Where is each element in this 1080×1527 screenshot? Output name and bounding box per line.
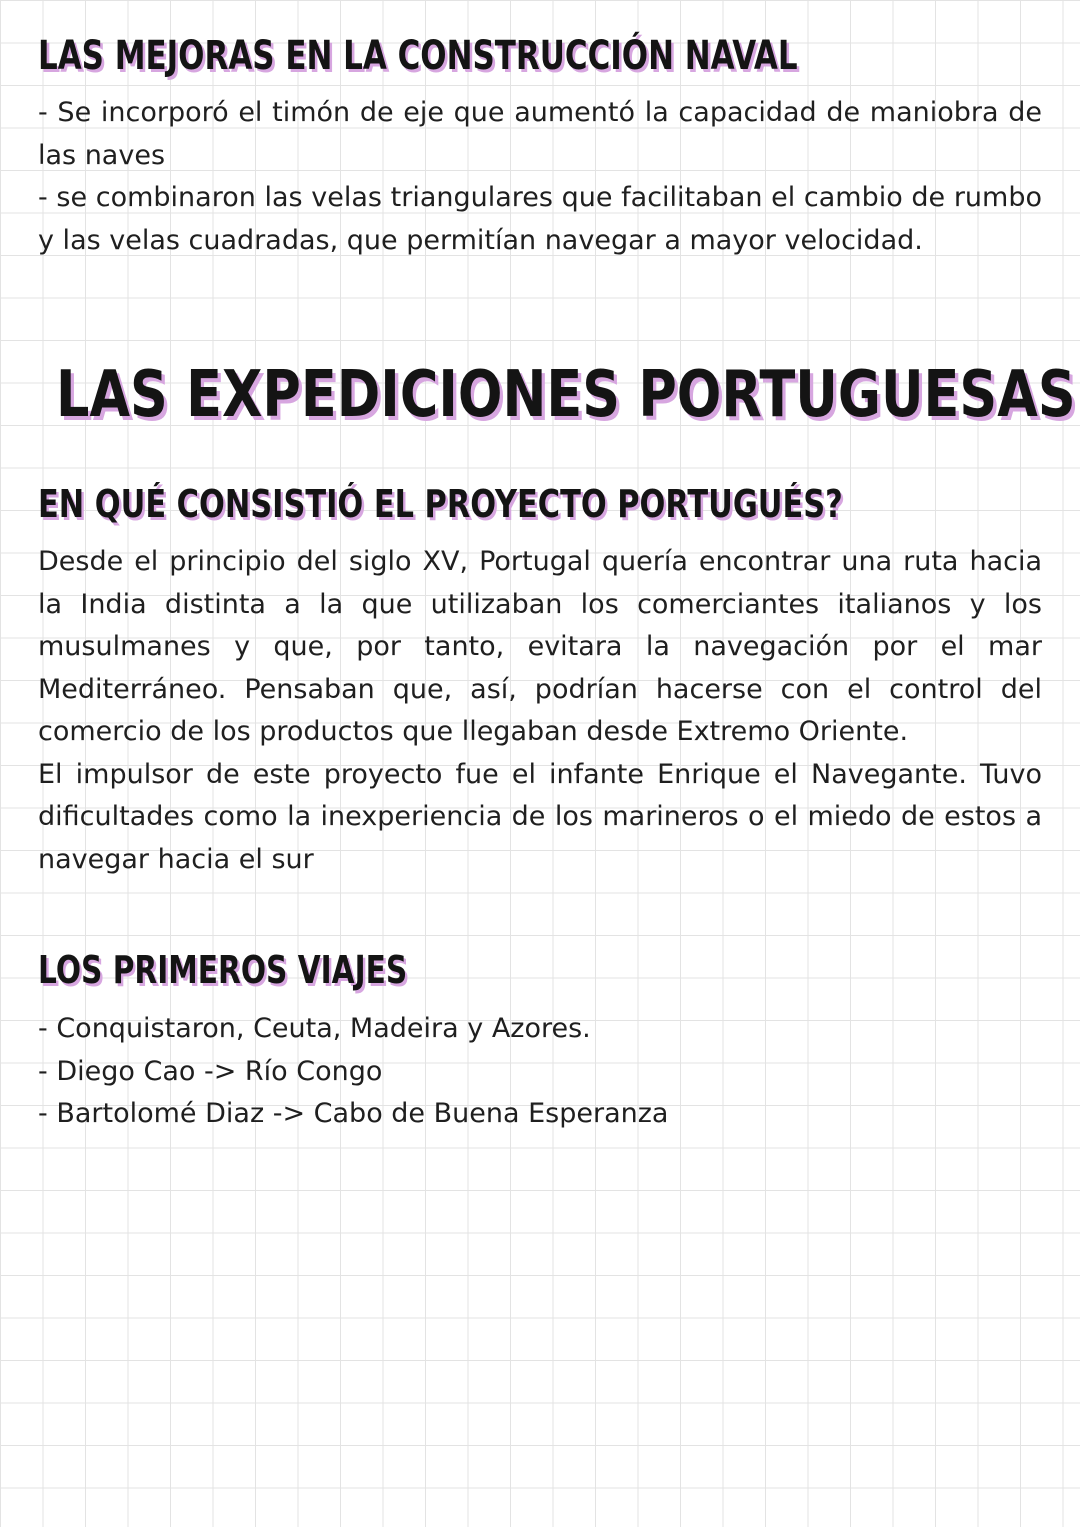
proyecto-text [38,541,1042,881]
list-item: - Bartolomé Diaz -> Cabo de Buena Esperanza [38,1098,669,1129]
proyecto-paragraph-impulsor: El impulsor de este proyecto fue el infante Enrique el Navegante. Tuvo dificultades como la inexperiencia de los marineros o el miedo de estos a navegar hacia el sur [38,758,1042,875]
mejoras-item-timon: - Se incorporó el timón de eje que aumentó la capacidad de maniobra de las naves [38,97,1042,171]
primeros-viajes-list [38,1008,1042,1136]
list-item: - Diego Cao -> Río Congo [38,1055,383,1087]
section-title-proyecto: EN QUÉ CONSISTIÓ EL PROYECTO PORTUGUÉS? [38,482,843,526]
section-title-mejoras: LAS MEJORAS EN LA CONSTRUCCIÓN NAVAL [38,33,798,79]
mejoras-list [38,92,1042,262]
mejoras-item-velas: - se combinaron las velas triangulares que facilitaban el cambio de rumbo y las velas cuadradas, que permitían navegar a mayor velocidad. [38,182,1042,256]
section-title-primeros-viajes: LOS PRIMEROS VIAJES [38,948,408,992]
proyecto-paragraph-ruta: Desde el principio del siglo XV, Portugal quería encontrar una ruta hacia la India distinta a la que utilizaban los comerciantes italianos y los musulmanes y que, por tanto, evitara la navegación por el mar Mediterráneo. Pensaban que, así, podrían hacerse con el control del comercio de los productos que llegaban desde Extremo Oriente. [38,546,1042,747]
main-title-expediciones: LAS EXPEDICIONES PORTUGUESAS [56,358,1076,432]
list-item: - Conquistaron, Ceuta, Madeira y Azores. [38,1013,591,1044]
